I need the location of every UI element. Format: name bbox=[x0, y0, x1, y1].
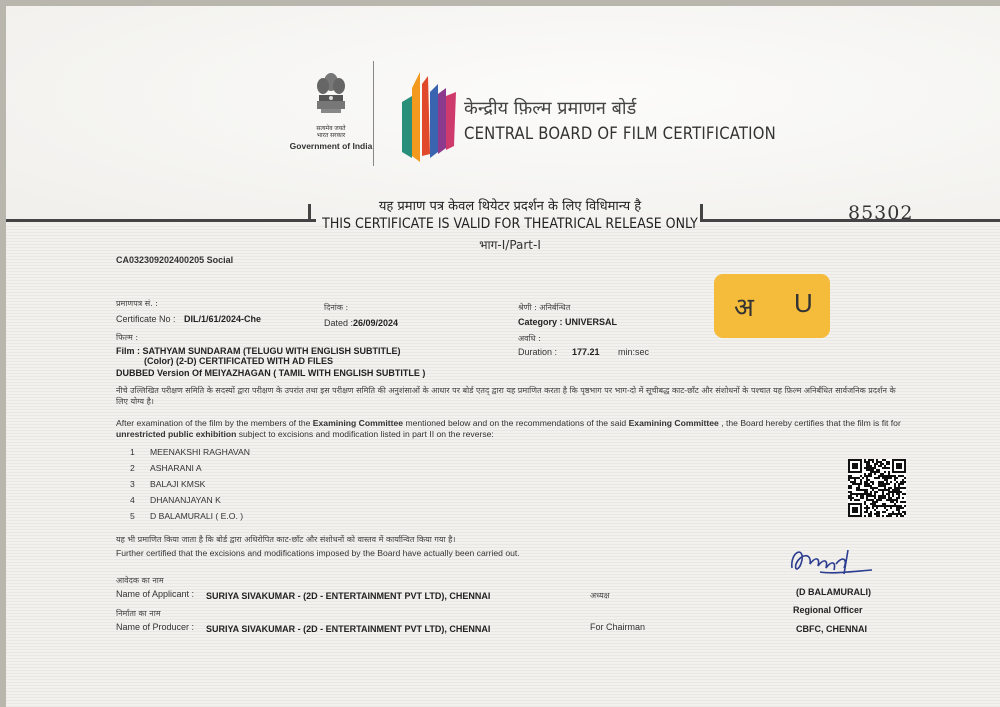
government-of-india: Government of India bbox=[289, 141, 373, 151]
cert-text-7: subject to excisions and modification listed in part II on the reverse: bbox=[236, 429, 494, 439]
list-item: 4 DHANANJAYAN K bbox=[130, 495, 221, 505]
signature-icon bbox=[786, 542, 876, 582]
category-value: Category : UNIVERSAL bbox=[518, 317, 618, 327]
date-label: Dated : bbox=[324, 318, 354, 328]
cert-text-2: Examining Committee bbox=[312, 418, 404, 428]
certificate-category-badge bbox=[714, 274, 830, 338]
producer-label: Name of Producer : bbox=[116, 622, 195, 632]
validity-hindi: यह प्रमाण पत्र केवल थियेटर प्रदर्शन के लिए विधिमान्य है bbox=[378, 199, 642, 214]
list-item: 1 MEENAKSHI RAGHAVAN bbox=[130, 447, 250, 457]
cert-no-value: DIL/1/61/2024-Che bbox=[184, 314, 262, 324]
duration-label-hindi: अवधि : bbox=[518, 334, 541, 343]
list-item: 5 D BALAMURALI ( E.O. ) bbox=[130, 511, 244, 521]
application-number: CA032309202400205 Social bbox=[116, 255, 234, 265]
header-divider bbox=[373, 61, 374, 166]
film-format: (Color) (2-D) CERTIFICATED WITH AD FILES bbox=[144, 356, 333, 366]
certification-text bbox=[116, 418, 906, 440]
dubbed-version: DUBBED Version Of MEIYAZHAGAN ( TAMIL WITH ENGLISH SUBTITLE ) bbox=[116, 368, 426, 378]
serial-number: 85302 bbox=[848, 202, 914, 224]
category-label-hindi: श्रेणी : अनिर्बन्धित bbox=[518, 303, 571, 312]
for-chairman: For Chairman bbox=[590, 622, 646, 632]
validity-notice bbox=[318, 196, 702, 256]
cert-no-label: Certificate No : bbox=[116, 314, 176, 324]
duration-value: 177.21 bbox=[572, 347, 600, 357]
producer-value: SURIYA SIVAKUMAR - (2D - ENTERTAINMENT PVT LTD), CHENNAI bbox=[206, 624, 491, 634]
list-item: 2 ASHARANI A bbox=[130, 463, 202, 473]
date-value: 26/09/2024 bbox=[353, 318, 399, 328]
cert-no-label-hindi: प्रमाणपत्र सं. : bbox=[116, 299, 158, 308]
part-label: भाग-I/Part-I bbox=[479, 238, 541, 252]
rule-left bbox=[6, 219, 316, 222]
officer-office: CBFC, CHENNAI bbox=[796, 624, 867, 634]
officer-signature bbox=[786, 542, 876, 587]
badge-english: U bbox=[794, 288, 813, 318]
officer-designation: Regional Officer bbox=[793, 605, 863, 615]
film-label-hindi: फिल्म : bbox=[116, 333, 139, 342]
badge-hindi: अ bbox=[734, 293, 754, 323]
qr-code-icon bbox=[848, 459, 906, 517]
rule-left-tick bbox=[308, 204, 311, 222]
applicant-label: Name of Applicant : bbox=[116, 589, 195, 599]
film-title: Film : SATHYAM SUNDARAM (TELUGU WITH ENGLISH SUBTITLE) bbox=[116, 346, 401, 356]
validity-english: THIS CERTIFICATE IS VALID FOR THEATRICAL RELEASE ONLY bbox=[322, 216, 698, 232]
duration-unit: min:sec bbox=[618, 347, 650, 357]
state-emblem bbox=[286, 68, 376, 151]
cert-text-1: After examination of the film by the members of the bbox=[116, 418, 313, 428]
committee-members bbox=[130, 447, 250, 527]
duration-label: Duration : bbox=[518, 347, 558, 357]
cbfc-logo bbox=[398, 66, 460, 167]
officer-name: (D BALAMURALI) bbox=[796, 587, 871, 597]
emblem-hindi: भारत सरकार bbox=[316, 133, 346, 139]
applicant-value: SURIYA SIVAKUMAR - (2D - ENTERTAINMENT PVT LTD), CHENNAI bbox=[206, 591, 491, 601]
certification-text-hindi: नीचे उल्लिखित परीक्षण समिति के सदस्यों द्वारा परीक्षण के उपरांत तथा इस परीक्षण समिति की अनुशंसाओं के आधार पर बोर्ड एतद् द्वारा यह प्रमाणित करता है कि पृष्ठभाग पर भाग-दो में सूचीबद्ध काट-छाँट और संशोधनों के पश्चात यह फ़िल्म अनिर्बंधित सार्वजनिक प्रदर्शन के लिए योग्य है। bbox=[116, 386, 896, 406]
certificate-paper bbox=[6, 6, 1000, 707]
further-certified-hindi: यह भी प्रमाणित किया जाता है कि बोर्ड द्वारा अधिरोपित काट-छाँट और संशोधनों को वास्तव में कार्यान्वित किया गया है। bbox=[116, 535, 456, 544]
emblem-motto: सत्यमेव जयते bbox=[316, 126, 346, 132]
producer-label-hindi: निर्माता का नाम bbox=[116, 609, 161, 618]
chairman-label-hindi: अध्यक्ष bbox=[590, 591, 610, 600]
cbfc-title-hindi: केन्द्रीय फ़िल्म प्रमाणन बोर्ड bbox=[464, 98, 637, 119]
cbfc-logo-icon bbox=[398, 66, 460, 162]
qr-code[interactable] bbox=[848, 459, 906, 522]
ashoka-lion-icon bbox=[311, 68, 351, 126]
cert-text-3: mentioned below and on the recommendations of the said bbox=[403, 418, 629, 428]
cert-text-5: , the Board hereby certifies that the film is fit for bbox=[718, 418, 901, 428]
cert-text-6: unrestricted public exhibition bbox=[116, 429, 237, 439]
cert-text-4: Examining Committee bbox=[628, 418, 719, 428]
list-item: 3 BALAJI KMSK bbox=[130, 479, 206, 489]
date-label-hindi: दिनांक : bbox=[324, 303, 349, 312]
applicant-label-hindi: आवेदक का नाम bbox=[116, 576, 164, 585]
cbfc-title-english: CENTRAL BOARD OF FILM CERTIFICATION bbox=[464, 124, 776, 143]
further-certified: Further certified that the excisions and modifications imposed by the Board have actually been carried out. bbox=[116, 548, 520, 558]
